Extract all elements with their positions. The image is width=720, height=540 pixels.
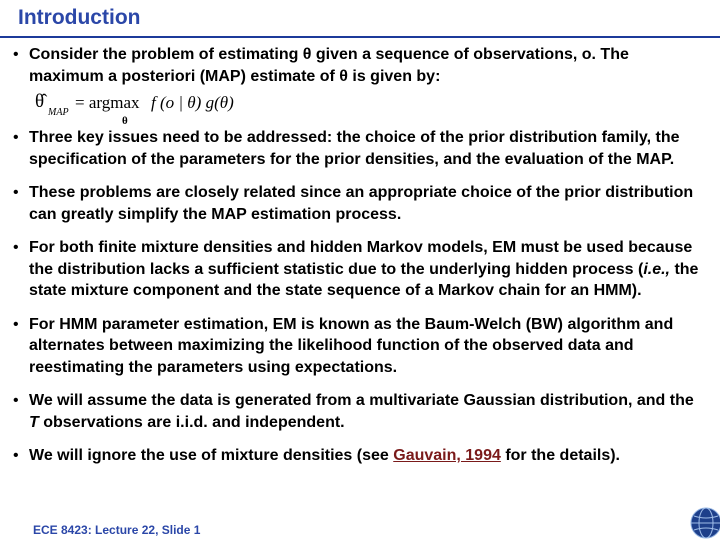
- bullet-dot: •: [13, 315, 19, 333]
- bullet-text: Consider the problem of estimating θ given a sequence of observations, o. The maximum a posteriori (MAP) estimate of θ is given by:: [29, 46, 629, 85]
- bullet-text: These problems are closely related since an appropriate choice of the prior distribution can greatly simplify the MAP estimation process.: [29, 184, 694, 223]
- bullet-map-estimate: [10, 44, 700, 127]
- bullet-text-ie: i.e.,: [643, 260, 670, 278]
- bullet-mixture-densities: [10, 445, 700, 467]
- equation-argmax: = argmax: [75, 93, 140, 112]
- bullet-text: For HMM parameter estimation, EM is known as the Baum-Welch (BW) algorithm and alternates between maximizing the likelihood function of the observed data and reestimating the parameters using expectations.: [29, 315, 674, 376]
- bullet-text-part1: We will ignore the use of mixture densities (see: [29, 447, 394, 464]
- bullet-text-part2: observations are i.i.d. and independent.: [38, 413, 345, 431]
- bullet-key-issues: [10, 127, 700, 170]
- equation-theta-hat: θ̂: [35, 91, 45, 112]
- gauvain-1994-link[interactable]: Gauvain, 1994: [393, 447, 501, 464]
- equation-argument: f (o | θ) g(θ): [151, 93, 234, 112]
- bullet-text-part2: the state mixture component and the state sequence of a Markov chain for an HMM).: [29, 260, 699, 299]
- bullet-text-part2: for the details).: [500, 447, 620, 464]
- bullet-text-part1: For both finite mixture densities and hidden Markov models, EM must be used because the distribution lacks a sufficient statistic due to the underlying hidden process (: [29, 239, 693, 278]
- slide-title: Introduction: [18, 6, 141, 29]
- bullet-related-problems: [10, 182, 700, 225]
- bullet-dot: •: [13, 46, 19, 63]
- equation-under-theta: θ: [122, 115, 128, 127]
- bullet-dot: •: [13, 184, 19, 201]
- bullet-text-t: T: [29, 413, 39, 431]
- bullet-baum-welch: [10, 314, 700, 379]
- bullet-dot: •: [13, 447, 19, 464]
- equation-subscript: MAP: [48, 107, 69, 118]
- bullet-em-required: [10, 237, 700, 302]
- bullet-text-part1: We will assume the data is generated from a multivariate Gaussian distribution, and the: [29, 392, 694, 409]
- bullet-dot: •: [13, 392, 19, 409]
- globe-logo-icon: [690, 507, 720, 539]
- bullet-dot: •: [13, 129, 19, 146]
- map-equation: [29, 89, 700, 127]
- bullet-text: Three key issues need to be addressed: the choice of the prior distribution family, the specification of the parameters for the prior densities, and the evaluation of the MAP.: [29, 129, 680, 168]
- slide-footer: ECE 8423: Lecture 22, Slide 1: [33, 523, 201, 537]
- bullet-dot: •: [13, 239, 19, 256]
- title-divider: [0, 36, 720, 38]
- bullet-list: [10, 44, 700, 479]
- bullet-gaussian-assumption: [10, 390, 700, 433]
